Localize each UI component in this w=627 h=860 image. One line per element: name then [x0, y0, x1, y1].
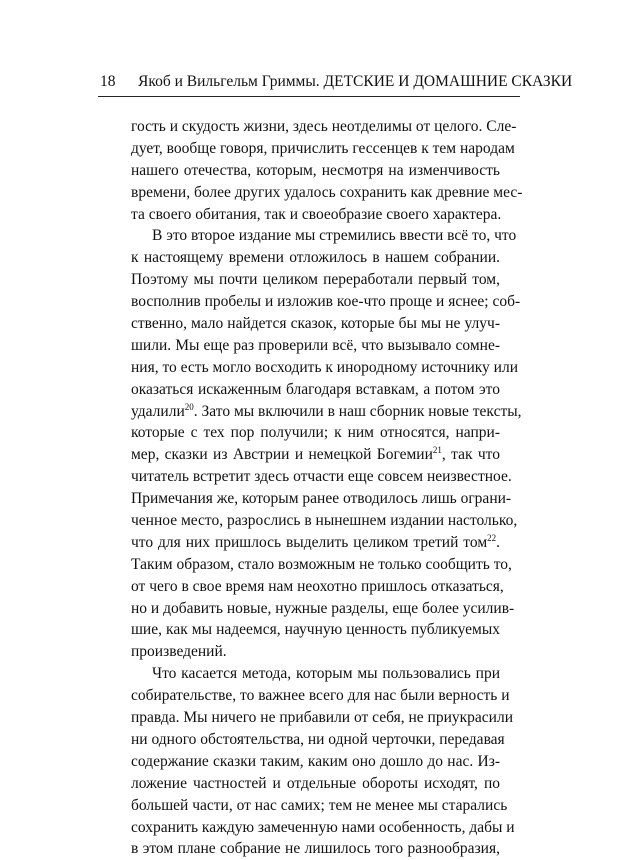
running-title: Якоб и Вильгельм Гриммы. ДЕТСКИЕ И ДОМАШНИЕ СКАЗКИ [138, 73, 573, 90]
text-line: Таким образом, стало возможным не только сообщить то, [131, 555, 512, 573]
text-line: ченное место, разрослись в нынешнем издании настолько, [131, 512, 518, 530]
paragraph [131, 663, 515, 860]
line-fragment: что для них пришлось выделить целиком третий том [131, 533, 488, 551]
paragraph [131, 225, 522, 663]
paragraph [131, 116, 523, 225]
text-line: сохранить каждую замеченную нами особенность, дабы и [131, 818, 515, 836]
text-line: в этом плане собрание не лишилось того разнообразия, [131, 840, 500, 858]
line-fragment: . Зато мы включили в наш сборник новые тексты, [193, 402, 522, 420]
text-line: времени, более других удалось сохранить как древние мес- [131, 183, 523, 201]
text-line: В это второе издание мы стремились ввести всё то, что [152, 227, 517, 245]
text-line: гость и скудость жизни, здесь неотделимы от целого. Сле- [131, 118, 517, 135]
text-line: ственно, мало найдется сказок, которые бы мы не улуч- [131, 315, 500, 333]
text-line: собирательстве, то важнее всего для нас были верность и [131, 687, 510, 705]
text-line [131, 444, 500, 466]
text-line: оказаться искаженным благодаря вставкам, а потом это [131, 380, 500, 398]
text-line [131, 401, 522, 423]
line-fragment: мер, сказки из Австрии и немецкой Богемии [131, 446, 433, 464]
text-line: читатель встретит здесь отчасти еще совсем неизвестное. [131, 468, 512, 486]
text-line: Примечания же, которым ранее отводилось лишь ограни- [131, 490, 512, 508]
line-fragment: удалили [131, 402, 185, 420]
text-line: ни одного обстоятельства, ни одной черточки, передавая [131, 730, 505, 748]
text-line: правда. Мы ничего не прибавили от себя, не приукрасили [131, 709, 514, 727]
text-line: Что касается метода, которым мы пользовались при [152, 665, 500, 683]
footnote-marker[interactable]: 21 [432, 445, 442, 456]
line-fragment: . [496, 533, 500, 551]
text-line: от чего в свое время нам неохотно пришлось отказаться, [131, 577, 504, 595]
text-line: нашего отечества, которым, несмотря на изменчивость [131, 161, 500, 179]
text-line: дует, вообще говоря, причислить гессенцев к тем народам [131, 139, 515, 157]
text-line: к настоящему времени отложилось в нашем собрании. [131, 249, 500, 267]
text-line: шие, как мы надеемся, научную ценность публикуемых [131, 621, 500, 639]
text-line: большей части, от нас самих; тем не менее мы старались [131, 796, 508, 814]
text-line: но и добавить новые, нужные разделы, еще более усилив- [131, 599, 515, 617]
text-line: шили. Мы еще раз проверили всё, что вызывало сомне- [131, 336, 500, 354]
text-line: восполнив пробелы и изложив кое-что проще и яснее; соб- [131, 293, 521, 311]
text-line: та своего обитания, так и своеобразие своего характера. [131, 205, 502, 223]
footnote-marker[interactable]: 22 [487, 532, 497, 543]
footnote-marker[interactable]: 20 [184, 401, 194, 412]
page-number: 18 [100, 73, 116, 90]
text-line: Поэтому мы почти целиком переработали первый том, [131, 271, 500, 289]
line-fragment: , так что [441, 446, 500, 464]
running-header [98, 72, 573, 97]
text-line [131, 532, 500, 554]
text-line: ния, то есть могло восходить к инородному источнику или [131, 358, 519, 376]
text-line: произведений. [131, 643, 227, 661]
text-line: ложение частностей и отдельные обороты исходят, по [131, 774, 500, 792]
body-text [131, 116, 523, 858]
text-line: которые с тех пор получили; к ним относятся, напри- [131, 424, 500, 442]
text-line: содержание сказки таким, каким оно дошло до нас. Из- [131, 752, 500, 770]
